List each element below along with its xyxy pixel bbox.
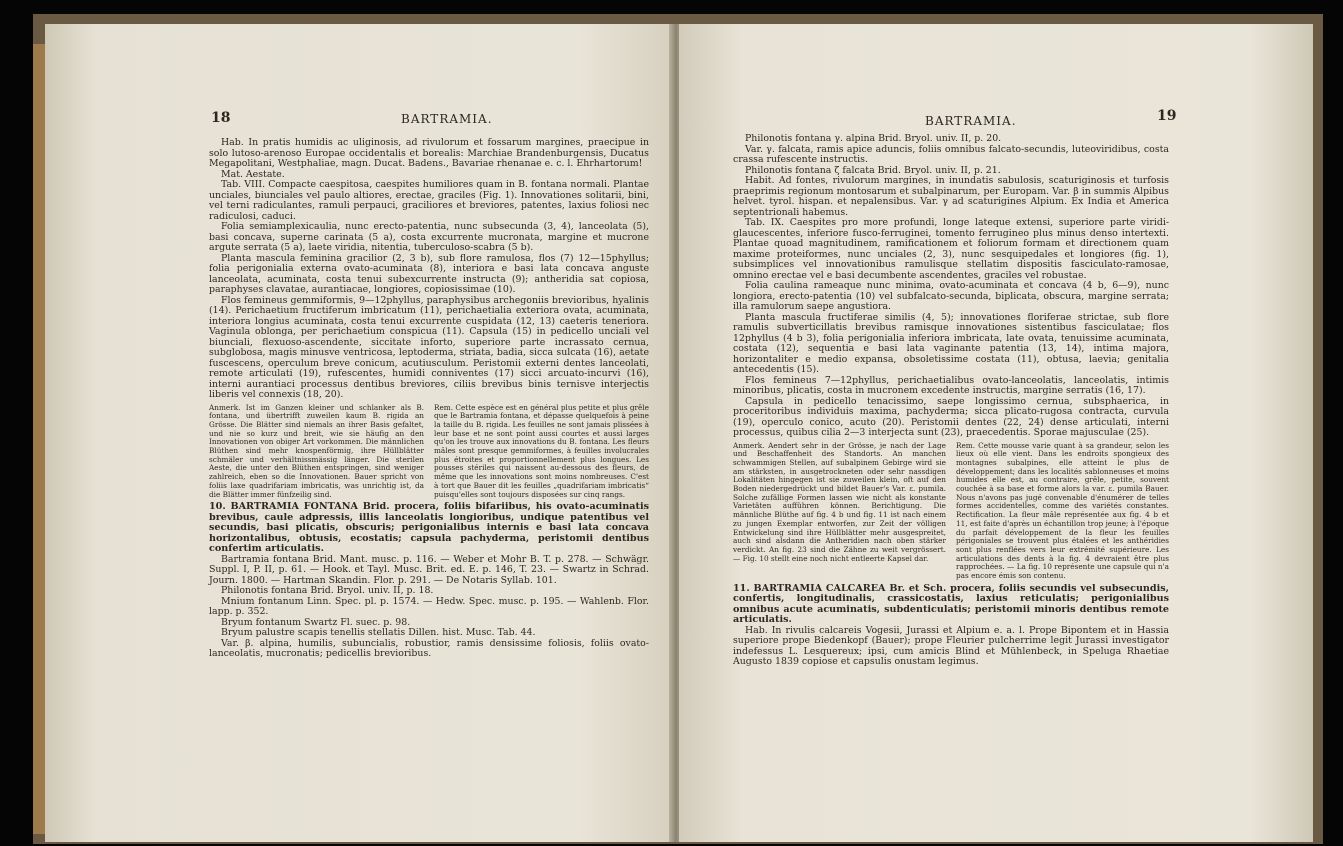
left-text-block bbox=[209, 138, 649, 660]
paragraph: Philonotis fontana γ. alpina Brid. Bryol. univ. II, p. 20. bbox=[745, 133, 1002, 144]
paragraph: Habit. Ad fontes, rivulorum margines, in inundatis sabulosis, scaturiginosis et turfosis praeprimis regionum montosarum et subalpinarum, per Europam. Var. β in summis Alpibus helvet. tyrol. hispan. et nepalensibus. Var. γ ad scaturigines Alpium. Ex India et America septentrionali habemus. bbox=[733, 175, 1169, 218]
notes-columns bbox=[733, 442, 1169, 581]
reference-line: Bryum palustre scapis tenellis stellatis Dillen. hist. Musc. Tab. 44. bbox=[221, 627, 536, 639]
note-german: Anmerk. Ist im Ganzen kleiner und schlanker als B. fontana, und übertrifft zuweilen kaum B. rigida an Grösse. Die Blätter sind niemals an ihrer Basis gefaltet, und nie so kurz und breit, wie sie häufig an den Innovationen von obiger Art vorkommen. Die männlichen Blüthen sind mehr knospenförmig, ihre Hüllblätter schmäler und verhältnissmässig länger. Die sterilen Aeste, die unter den Blüthen entspringen, sind weniger zahlreich, eben so die Innovationen. Bauer spricht von foliis laxe quadrifariam imbricatis, was unrichtig ist, da die Blätter immer fünfzeilig sind. bbox=[209, 402, 424, 499]
left-page bbox=[45, 24, 673, 842]
reference-line: Bryum fontanum Swartz Fl. suec. p. 98. bbox=[221, 616, 411, 628]
right-page bbox=[679, 24, 1313, 842]
paragraph: Tab. IX. Caespites pro more profundi, longe lateque extensi, superiore parte viridi-glaucescentes, inferiore fusco-ferruginei, tomento ferrugineo plus minus denso intertexti. Plantae quoad magnitudinem, ramificationem et foliorum formam et directionem quam maxime proteiformes, nunc unciales (2, 3), nunc sesquipedales et longiores (fig. 1), subsimplices vel innovationibus ramulisque stellatim dispositis fasciculato-ramosae, omnino erectae vel e basi decumbente ascendentes, graciles vel robustae. bbox=[733, 217, 1169, 281]
notes-columns bbox=[209, 404, 649, 500]
reference-line: Var. β. alpina, humilis, subuncialis, robustior, ramis densissime foliosis, foliis ovato-lanceolatis, mucronatis; pedicellis brevioribus. bbox=[209, 637, 649, 660]
paragraph: Planta mascula feminina gracilior (2, 3 b), sub flore ramulosa, flos (7) 12—15phyllus; folia perigonialia externa ovato-acuminata (8), interiora e basi lata concava anguste lanceolata, acuminata, costa tenui subexcurrente instructa (9); antheridia sat copiosa, paraphyses clavatae, aurantiacae, longiores, copiosissimae (10). bbox=[209, 252, 649, 295]
paragraph: Folia caulina rameaque nunc minima, ovato-acuminata et concava (4 b, 6—9), nunc longiora, erecto-patentia (10) vel subfalcato-secunda, biplicata, obscura, margine serrata; illa ramulorum saepe angustiora. bbox=[733, 280, 1169, 312]
paragraph: Folia semiamplexicaulia, nunc erecto-patentia, nunc subsecunda (3, 4), lanceolata (5), basi concava, superne carinata (5 a), costa excurrente mucronata, margine et mucrone argute serrata (5 a), laete viridia, nitentia, tuberculoso-scabra (5 b). bbox=[209, 221, 649, 253]
note-french: Rem. Cette mousse varie quant à sa grandeur, selon les lieux où elle vient. Dans les endroits spongieux des montagnes subalpines, elle atteint le plus de développement; dans les localités sablonneuses et moins humides elle est, au contraire, grêle, petite, souvent couchée à sa base et forme alors la var. ε. pumila Bauer. Nous n'avons pas jugé convenable d'énumérer de telles formes accidentelles, comme des variétés constantes. Rectification. La fleur mâle représentée aux fig. 4 b et 11, est faite d'après un échantillon trop jeune; à l'époque du parfait développement de la fleur les feuilles périgoniales se trouvent plus étalées et les anthéridies sont plus renflées vers leur extrémité supérieure. Les articulations des dents à la fig. 4 devraient être plus rapprochées. — La fig. 10 représente une capsule qui n'a pas encore émis son contenu. bbox=[956, 440, 1169, 581]
habitat-paragraph: Hab. In rivulis calcareis Vogesii, Jurassi et Alpium e. a. l. Prope Bipontem et in Hassia superiore prope Biedenkopf (Bauer); prope Fleurier pulcherrime legit Jurassi investigator indefessus L. Lesquereux; ipsi, cum amicis Blind et Mühlenbeck, in Speluga Rhaetiae Augusto 1839 copiose et capsulis onustam legimus. bbox=[733, 624, 1169, 668]
running-head-right: BARTRAMIA. bbox=[925, 114, 1017, 128]
note-german: Anmerk. Aendert sehr in der Grösse, je nach der Lage und Beschaffenheit des Standorts. An manchen schwammigen Stellen, auf subalpinem Gebirge wird sie am stärksten, in ausgetrockneten oder sehr nassdigen Lokalitäten hingegen ist sie zuweilen klein, oft auf den Boden niedergedrückt und bildet Bauer's Var. ε. pumila. Solche zufällige Formen lassen wie nicht als konstante Varietäten aufführen können. Berichtigung. Die männliche Blüthe auf fig. 4 b und fig. 11 ist nach einem zu jungen Exemplar entworfen, zur Zeit der völligen Entwickelung sind ihre Hüllblätter mehr ausgespreitet, auch sind alsdann die Antheridien nach oben stärker verdickt. An fig. 23 sind die Zähne zu weit vergrössert. — Fig. 10 stellt eine noch nicht entleerte Kapsel dar. bbox=[733, 440, 946, 563]
paragraph: Var. γ. falcata, ramis apice aduncis, foliis omnibus falcato-secundis, luteoviridibus, costa crassa rufescente instructis. bbox=[733, 143, 1169, 165]
reference-line: Mnium fontanum Linn. Spec. pl. p. 1574. — Hedw. Spec. musc. p. 195. — Wahlenb. Flor. lapp. p. 352. bbox=[209, 595, 649, 618]
page-number-right: 19 bbox=[1157, 108, 1177, 124]
right-text-block bbox=[733, 134, 1169, 668]
open-book bbox=[33, 14, 1323, 844]
book-edge bbox=[33, 44, 45, 834]
paragraph: Planta mascula fructiferae similis (4, 5); innovationes floriferae strictae, sub flore ramulis subverticillatis brevibus ramisque innovationes sistentibus fasciculatae; flos 12phyllus (4 b 3), folia perigonialia inferiora imbricata, late ovata, tenuissime acuminata, costata (12), sequentia e basi lata vaginante patentia (13, 14), intima majora, horizontaliter e medio expansa, obsoletissime costata (11), obtusa, laevia; genitalia antecedentis (15). bbox=[733, 311, 1169, 375]
paragraph: Flos femineus gemmiformis, 9—12phyllus, paraphysibus archegoniis brevioribus, hyalinis (14). Perichaetium fructiferum imbricatum (11), perichaetialia exteriora ovata, acuminata, interiora longius acuminata, costa tenui excurrente cuspidata (12, 13) caeteris teneriora. Vaginula oblonga, per perichaetium conspicua (11). Capsula (15) in pedicello unciali vel biunciali, flexuoso-ascendente, siccitate inforto, superiore parte incrassato cernua, subglobosa, magis minusve ventricosa, leptoderma, striata, badia, sicca sulcata (16), aetate fuscescens, operculum breve conicum, acutiusculum. Peristomii externi dentes lanceolati, remote articulati (19), rufescentes, humidi conniventes (17) sicci arcuato-incurvi (16), interni aurantiaci processus dentibus breviores, ciliis brevibus binis ternisve interjectis liberis vel connexis (18, 20). bbox=[209, 294, 649, 400]
paragraph: Philonotis fontana ζ falcata Brid. Bryol. univ. II, p. 21. bbox=[745, 164, 1001, 176]
paragraph: Capsula in pedicello tenacissimo, saepe longissimo cernua, subsphaerica, in proceritoribus individuis maxima, pachyderma; sicca plicato-rugosa contracta, curvula (19), operculo conico, acuto (20). Peristomii dentes (22, 24) dense articulati, interni processus, quibus cilia 2—3 interjecta sunt (23), praecedentis. Sporae majusculae (25). bbox=[733, 395, 1169, 438]
paragraph: Mat. Aestate. bbox=[221, 168, 285, 180]
paragraph: Flos femineus 7—12phyllus, perichaetialibus ovato-lanceolatis, lanceolatis, intimis minoribus, plicatis, costa in mucronem excedente instructis, margine serratis (16, 17). bbox=[733, 374, 1169, 396]
species-heading: 10. BARTRAMIA FONTANA Brid. procera, foliis bifariibus, his ovato-acuminatis brevibus, caule adpressis, illis lanceolatis longioribus, undique patentibus vel secundis, basi plicatis, obscuris; perigonialibus internis e basi lata concava horizontalibus, obtusis, ecostatis; capsula pachyderma, peristomii dentibus confertim articulatis. bbox=[209, 501, 649, 555]
species-heading: 11. BARTRAMIA CALCAREA Br. et Sch. procera, foliis secundis vel subsecundis, confertis, longitudinalis, crassicostatis, laxius reticulatis; perigonialibus omnibus acute acuminatis, subdenticulatis; peristomii minoris dentibus remote articulatis. bbox=[733, 582, 1169, 626]
page-number-left: 18 bbox=[211, 110, 231, 126]
paragraph: Tab. VIII. Compacte caespitosa, caespites humiliores quam in B. fontana normali. Plantae unciales, biunciales vel paulo altiores, erectae, graciles (Fig. 1). Innovationes solitarii, bini, vel terni radiculantes, ramuli perpauci, graciliores et breviores, patentes, laxius foliosi nec radiculosi, caduci. bbox=[209, 179, 649, 222]
reference-line: Philonotis fontana Brid. Bryol. univ. II, p. 18. bbox=[221, 585, 434, 597]
note-french: Rem. Cette espèce est en général plus petite et plus grêle que le Bartramia fontana, et dépasse quelquefois à peine la taille du B. rigida. Les feuilles ne sont jamais plissées à leur base et ne sont point aussi courtes et aussi larges qu'on les trouve aux innovations du B. fontana. Les fleurs mâles sont presque gemmiformes, à feuilles involucrales plus étroites et proportionnellement plus longues. Les pousses stériles qui naissent au-dessous des fleurs, de même que les innovations sont moins nombreuses. C'est à tort que Bauer dit les feuilles „quadrifariam imbricatis“ puisqu'elles sont toujours disposées sur cinq rangs. bbox=[434, 402, 649, 499]
running-head-left: BARTRAMIA. bbox=[401, 112, 493, 126]
reference-line: Bartramia fontana Brid. Mant. musc. p. 116. — Weber et Mohr B. T. p. 278. — Schwägr. Suppl. I, P. II, p. 61. — Hook. et Tayl. Musc. Brit. ed. E. p. 146, T. 23. — Swartz in Schrad. Journ. 1800. — Hartman Skandin. Flor. p. 291. — De Notaris Syllab. 101. bbox=[209, 553, 649, 586]
paragraph: Hab. In pratis humidis ac uliginosis, ad rivulorum et fossarum margines, praecipue in solo lutoso-arenoso Europae occidentalis et borealis: Marchiae Brandenburgensis, Ducatus Megapolitani, Westphaliae, magn. Ducat. Badens., Bavariae rhenanae e. c. l. Ehrhartorum! bbox=[209, 137, 649, 169]
